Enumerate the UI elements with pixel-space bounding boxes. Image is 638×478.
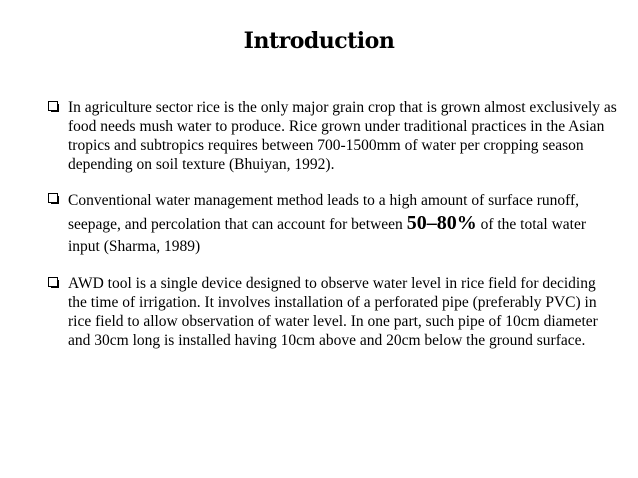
- checkbox-bullet-icon: [48, 277, 58, 287]
- bullet-list: [48, 98, 618, 366]
- bullet-text-after: of the total water input (Sharma, 1989): [68, 216, 587, 255]
- checkbox-bullet-icon: [48, 101, 58, 111]
- bullet-highlight-percentage: 50–80%: [406, 212, 477, 234]
- bullet-item-water-management: [48, 190, 618, 258]
- bullet-text: AWD tool is a single device designed to observe water level in rice field for deciding the time of irrigation. It involves installation of a perforated pipe (preferably PVC) in rice field to allow observation of water level. In one part, such pipe of 10cm diameter and 30cm long is installed having 10cm above and 20cm below the ground surface.: [68, 275, 598, 349]
- checkbox-bullet-icon: [48, 193, 58, 203]
- bullet-text: In agriculture sector rice is the only major grain crop that is grown almost exclusively as food needs mush water to produce. Rice grown under traditional practices in the Asian tropics and subtropics requires between 700-1500mm of water per cropping season depending on soil texture (Bhuiyan, 1992).: [68, 99, 617, 173]
- bullet-item-awd-tool: [48, 274, 618, 350]
- slide-title: Introduction: [243, 28, 395, 54]
- bullet-item-rice-water: [48, 98, 618, 174]
- bullet-text-before: Conventional water management method leads to a high amount of surface runoff, seepage, and percolation that can account for between: [68, 192, 580, 233]
